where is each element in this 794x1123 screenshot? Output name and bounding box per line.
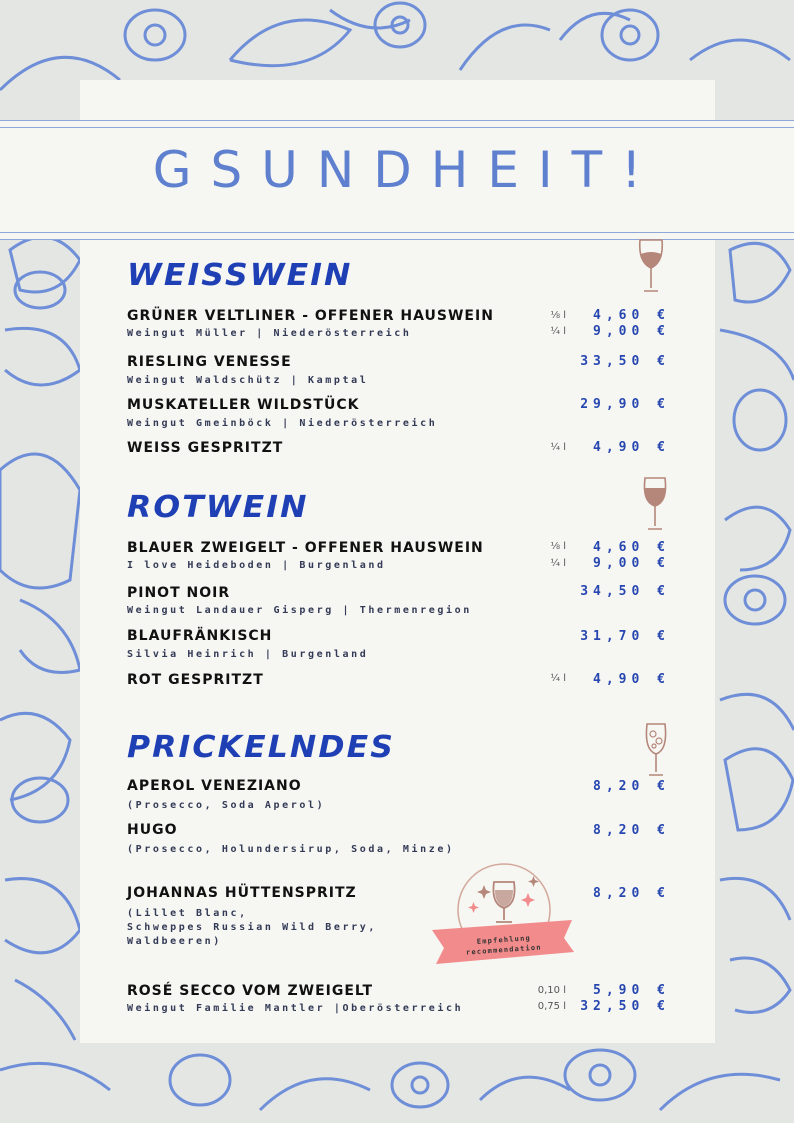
item-price: 9,00 € bbox=[593, 556, 670, 571]
item-price: 4,60 € bbox=[593, 540, 670, 555]
item-volume: ¼ l bbox=[550, 442, 566, 453]
item-name: BLAUFRÄNKISCH bbox=[127, 628, 273, 644]
recommendation-badge bbox=[432, 862, 577, 972]
item-sub-line: (Lillet Blanc, bbox=[127, 908, 248, 919]
item-sub-line: Schweppes Russian Wild Berry, bbox=[127, 922, 377, 933]
section-title-prickelndes: PRICKELNDES bbox=[127, 730, 395, 765]
item-price: 32,50 € bbox=[580, 999, 670, 1014]
item-volume: 0,10 l bbox=[537, 985, 566, 996]
spritz-glass-icon bbox=[642, 722, 670, 778]
badge-line2: recommendation bbox=[465, 943, 542, 957]
section-title-weisswein: WEISSWEIN bbox=[127, 258, 353, 293]
item-sub: (Prosecco, Holundersirup, Soda, Minze) bbox=[127, 844, 455, 855]
item-sub: Weingut Waldschütz | Kamptal bbox=[127, 375, 369, 386]
item-name: ROT GESPRITZT bbox=[127, 672, 264, 688]
item-sub: Weingut Landauer Gisperg | Thermenregion bbox=[127, 605, 472, 616]
item-price: 29,90 € bbox=[580, 397, 670, 412]
section-title-rotwein: ROTWEIN bbox=[127, 490, 309, 525]
badge-line1: Empfehlung bbox=[476, 934, 532, 946]
item-price: 4,90 € bbox=[593, 672, 670, 687]
red-wine-glass-icon bbox=[641, 476, 669, 532]
item-sub: Silvia Heinrich | Burgenland bbox=[127, 649, 369, 660]
item-price: 31,70 € bbox=[580, 629, 670, 644]
item-sub: Weingut Gmeinböck | Niederösterreich bbox=[127, 418, 438, 429]
item-volume: ¼ l bbox=[550, 558, 566, 569]
wine-glass-stars-icon bbox=[468, 876, 539, 922]
item-volume: ⅛ l bbox=[550, 310, 566, 321]
item-sub: (Prosecco, Soda Aperol) bbox=[127, 800, 326, 811]
item-price: 8,20 € bbox=[593, 779, 670, 794]
item-price: 8,20 € bbox=[593, 886, 670, 901]
item-name: PINOT NOIR bbox=[127, 585, 231, 601]
item-name: RIESLING VENESSE bbox=[127, 354, 292, 370]
item-volume: ⅛ l bbox=[550, 541, 566, 552]
item-name: HUGO bbox=[127, 822, 178, 838]
item-sub-line: Waldbeeren) bbox=[127, 936, 222, 947]
item-volume: ¼ l bbox=[550, 326, 566, 337]
item-sub: Weingut Müller | Niederösterreich bbox=[127, 328, 412, 339]
item-name: BLAUER ZWEIGELT - OFFENER HAUSWEIN bbox=[127, 540, 484, 556]
item-price: 8,20 € bbox=[593, 823, 670, 838]
item-price: 9,00 € bbox=[593, 324, 670, 339]
white-wine-glass-icon bbox=[636, 238, 666, 294]
item-name: JOHANNAS HÜTTENSPRITZ bbox=[127, 885, 357, 901]
item-name: MUSKATELLER WILDSTÜCK bbox=[127, 397, 360, 413]
item-name: APEROL VENEZIANO bbox=[127, 778, 302, 794]
item-sub: I love Heideboden | Burgenland bbox=[127, 560, 386, 571]
item-sub: Weingut Familie Mantler |Oberösterreich bbox=[127, 1003, 464, 1014]
item-name: GRÜNER VELTLINER - OFFENER HAUSWEIN bbox=[127, 308, 494, 324]
item-price: 4,60 € bbox=[593, 308, 670, 323]
item-volume: 0,75 l bbox=[537, 1001, 566, 1012]
item-name: ROSÉ SECCO VOM ZWEIGELT bbox=[127, 983, 374, 999]
item-price: 5,90 € bbox=[593, 983, 670, 998]
page-title: GSUNDHEIT! bbox=[152, 141, 661, 199]
item-price: 33,50 € bbox=[580, 354, 670, 369]
item-name: WEISS GESPRITZT bbox=[127, 440, 284, 456]
item-volume: ¼ l bbox=[550, 673, 566, 684]
item-price: 34,50 € bbox=[580, 584, 670, 599]
item-price: 4,90 € bbox=[593, 440, 670, 455]
